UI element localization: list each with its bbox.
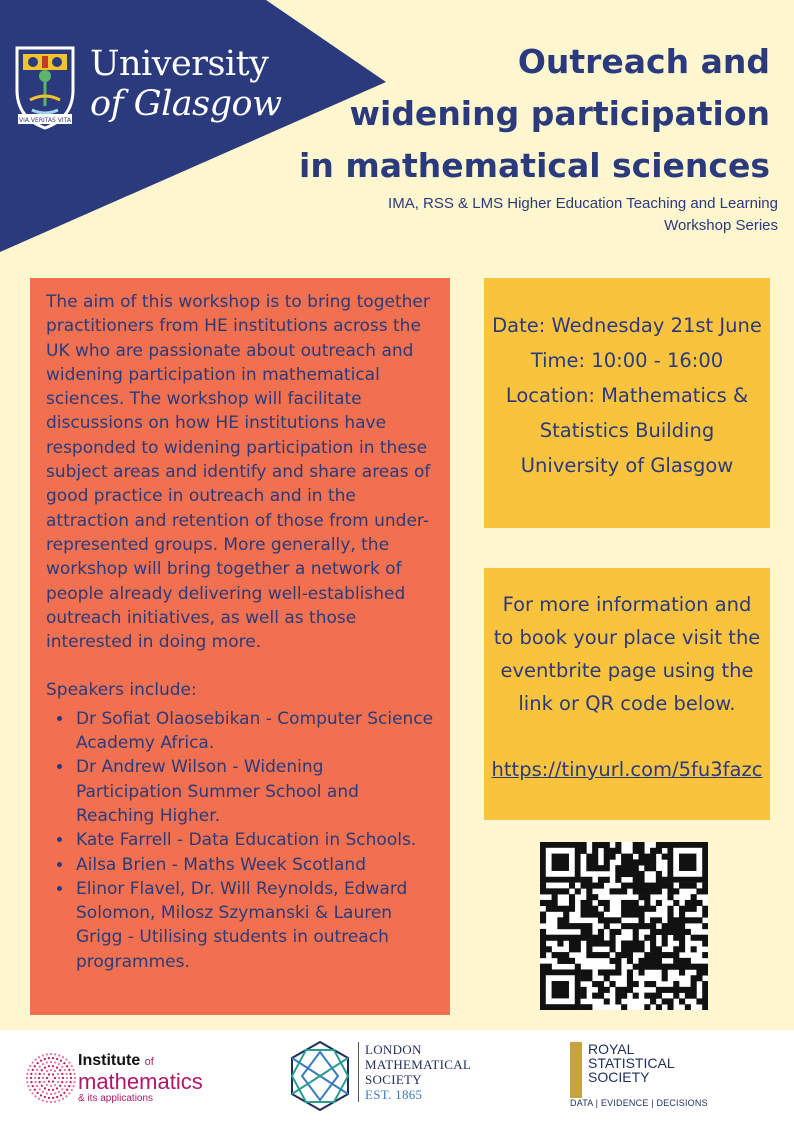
rss-line3: SOCIETY: [588, 1069, 650, 1085]
subtitle-line: IMA, RSS & LMS Higher Education Teaching and Learning: [388, 195, 778, 212]
event-location-line: Statistics Building: [539, 419, 715, 442]
lms-star-icon: [286, 1038, 354, 1114]
speaker-item: • Elinor Flavel, Dr. Will Reynolds, Edward Solomon, Milosz Szymanski & Lauren Grigg - Utilising students in outreach programmes.: [74, 877, 434, 974]
booking-panel: [484, 568, 770, 820]
lms-line1: LONDON: [365, 1042, 422, 1057]
ima-line1-small: of: [144, 1056, 154, 1068]
speaker-item: • Dr Sofiat Olaosebikan - Computer Science Academy Africa.: [74, 707, 434, 756]
ima-dots-icon: [26, 1048, 76, 1108]
speaker-list: [46, 707, 434, 974]
event-date: Date: Wednesday 21st June: [492, 314, 762, 337]
title-line: Outreach and: [517, 42, 770, 81]
workshop-intro: The aim of this workshop is to bring together practitioners from HE institutions across the UK who are passionate about outreach and widening participation in mathematical sciences. The workshop will facilitate discussions on how HE institutions have responded to widening participation in these subject areas and identify and share areas of good practice in outreach and in the attraction and retention of those from under-represented groups. More generally, the workshop will bring together a network of people already delivering well-established outreach initiatives, as well as those interested in doing more.: [46, 292, 431, 653]
event-time: Time: 10:00 - 16:00: [530, 349, 724, 372]
ima-logo: [26, 1044, 256, 1112]
glasgow-crest-icon: [12, 44, 78, 130]
page-title: [250, 36, 770, 192]
uog-name-line1: University: [90, 44, 269, 84]
rss-logo: [570, 1038, 770, 1118]
speaker-item: • Kate Farrell - Data Education in Schools.: [74, 828, 434, 852]
event-location-line: University of Glasgow: [520, 454, 734, 477]
workshop-description-panel: [30, 278, 450, 1015]
subtitle-line: Workshop Series: [664, 217, 778, 234]
crest-motto: VIA VERITAS VITA: [19, 117, 71, 124]
page-subtitle: [258, 193, 778, 237]
uog-name-line2: of Glasgow: [90, 84, 282, 124]
booking-text-line: link or QR code below.: [518, 692, 736, 715]
lms-logo: [286, 1038, 516, 1116]
eventbrite-link[interactable]: https://tinyurl.com/5fu3fazc: [491, 758, 763, 781]
speakers-heading: Speakers include:: [46, 680, 197, 701]
ima-line3: & its applications: [78, 1093, 154, 1104]
event-location-line: Location: Mathematics &: [505, 384, 749, 407]
lms-line3: SOCIETY: [365, 1072, 422, 1087]
lms-est: EST. 1865: [365, 1087, 423, 1102]
qr-code-icon[interactable]: [540, 842, 708, 1010]
speaker-item: • Ailsa Brien - Maths Week Scotland: [74, 853, 434, 877]
rss-line2: STATISTICAL: [588, 1055, 675, 1071]
event-details-panel: [484, 278, 770, 528]
lms-line2: MATHEMATICAL: [365, 1057, 472, 1072]
ima-line1: Institute: [78, 1052, 141, 1069]
footer-logos: [0, 1030, 794, 1123]
booking-text-line: eventbrite page using the: [500, 659, 754, 682]
ima-line2: mathematics: [78, 1069, 203, 1094]
title-line: in mathematical sciences: [299, 146, 770, 185]
rss-tagline: DATA | EVIDENCE | DECISIONS: [570, 1098, 708, 1108]
booking-text-line: For more information and: [502, 593, 752, 616]
speaker-item: • Dr Andrew Wilson - Widening Participation Summer School and Reaching Higher.: [74, 755, 434, 828]
booking-text-line: to book your place visit the: [493, 626, 761, 649]
university-of-glasgow-logo: [12, 44, 282, 134]
rss-line1: ROYAL: [588, 1041, 635, 1057]
rss-bar-icon: [570, 1042, 582, 1098]
title-line: widening participation: [349, 94, 770, 133]
